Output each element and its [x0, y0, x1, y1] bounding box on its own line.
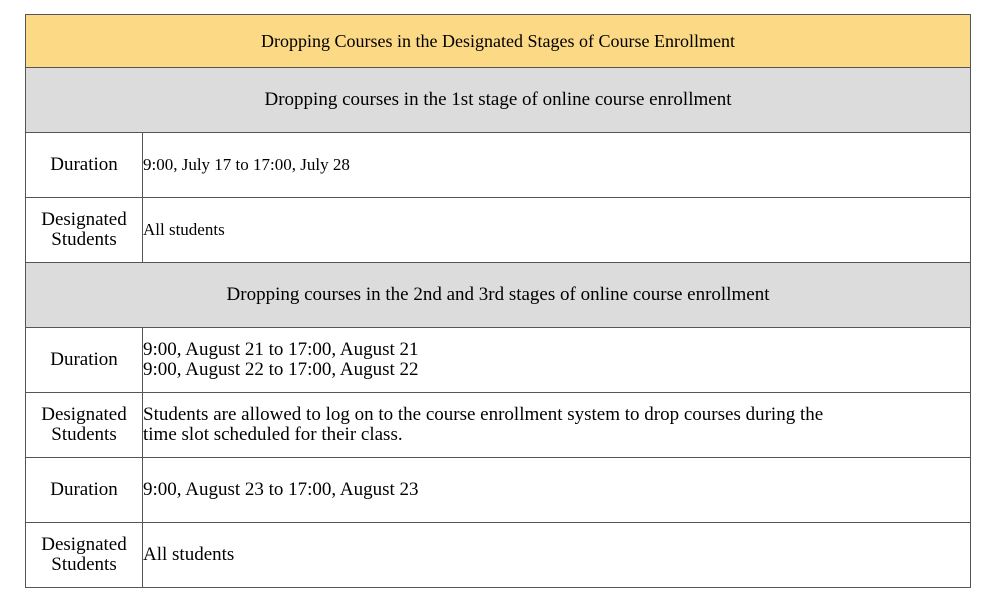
- designated-students-value: All students: [143, 198, 971, 263]
- section-1-duration-row: [26, 133, 971, 198]
- section-1-header-row: [26, 68, 971, 133]
- duration-label: Duration: [26, 458, 143, 523]
- table-title-row: [26, 15, 971, 68]
- label-line: Students: [51, 229, 117, 250]
- section-1-students-row: [26, 198, 971, 263]
- table-title: Dropping Courses in the Designated Stages of Course Enrollment: [26, 15, 971, 68]
- students-line: time slot scheduled for their class.: [143, 424, 403, 445]
- section-2-duration-row-2: [26, 458, 971, 523]
- section-2-students-row-2: [26, 523, 971, 588]
- duration-label: Duration: [26, 328, 143, 393]
- section-2-heading: Dropping courses in the 2nd and 3rd stages of online course enrollment: [26, 263, 971, 328]
- designated-students-value: [143, 393, 971, 458]
- duration-value: [143, 328, 971, 393]
- section-2-header-row: [26, 263, 971, 328]
- designated-students-value: All students: [143, 523, 971, 588]
- section-2-students-row-1: [26, 393, 971, 458]
- duration-value: 9:00, August 23 to 17:00, August 23: [143, 458, 971, 523]
- section-1-heading: Dropping courses in the 1st stage of online course enrollment: [26, 68, 971, 133]
- duration-label: Duration: [26, 133, 143, 198]
- designated-students-label: [26, 523, 143, 588]
- label-line: Designated: [41, 534, 127, 555]
- students-line: Students are allowed to log on to the course enrollment system to drop courses during the: [143, 404, 824, 425]
- label-line: Designated: [41, 209, 127, 230]
- label-line: Students: [51, 554, 117, 575]
- label-line: Designated: [41, 404, 127, 425]
- designated-students-label: [26, 198, 143, 263]
- duration-line: 9:00, August 22 to 17:00, August 22: [143, 359, 419, 380]
- label-line: Students: [51, 424, 117, 445]
- section-2-duration-row-1: [26, 328, 971, 393]
- duration-value: 9:00, July 17 to 17:00, July 28: [143, 133, 971, 198]
- designated-students-label: [26, 393, 143, 458]
- course-dropping-table: [25, 14, 971, 588]
- duration-line: 9:00, August 21 to 17:00, August 21: [143, 339, 419, 360]
